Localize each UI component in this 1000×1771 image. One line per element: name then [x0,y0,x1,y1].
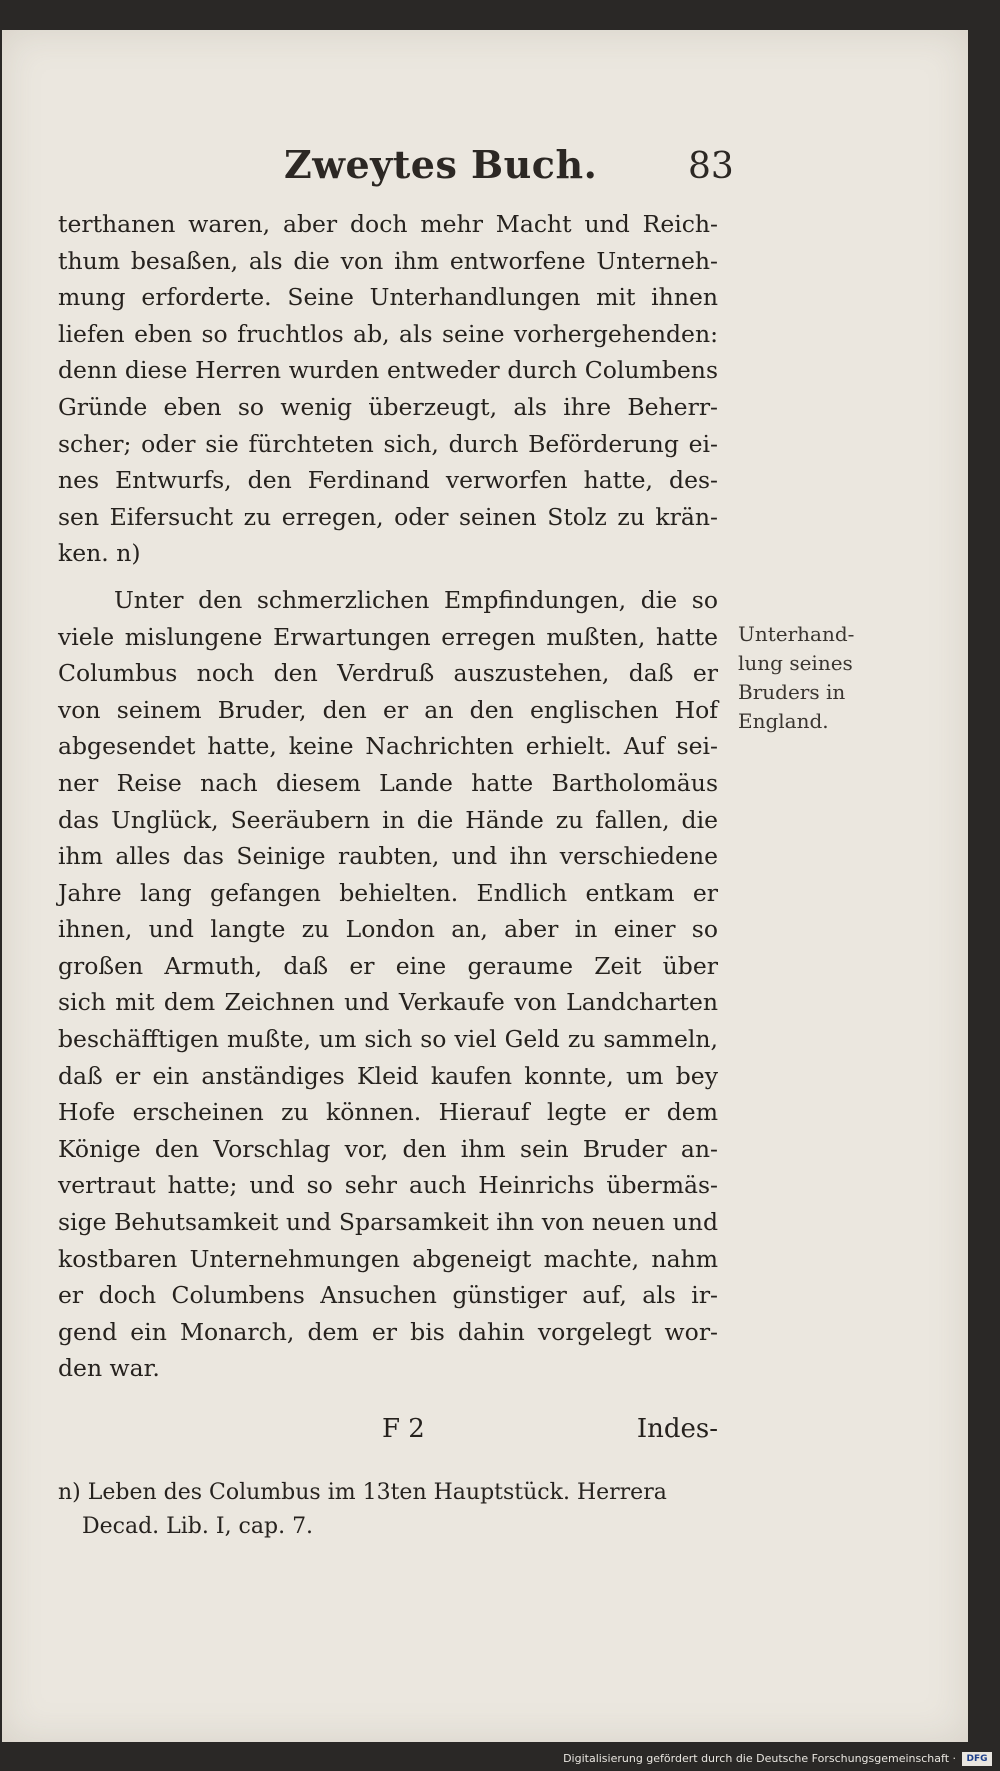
text-line: großen Armuth, daß er eine geraume Zeit über [58,951,718,980]
text-line: ner Reise nach diesem Lande hatte Bartholomäus [58,768,718,797]
text-line: sige Behutsamkeit und Sparsamkeit ihn von neuen und [58,1208,718,1237]
paragraph-1 [58,206,718,572]
text-line: abgesendet hatte, keine Nachrichten erhielt. Auf sei- [58,732,718,761]
footnote-line: Decad. Lib. I, cap. 7. [82,1514,314,1539]
footnote [58,1476,718,1544]
text-line: kostbaren Unternehmungen abgeneigt machte, nahm [58,1244,718,1273]
paragraph-gap [58,572,718,582]
catchword: Indes- [636,1414,718,1444]
text-line: vertraut hatte; und so sehr auch Heinrichs übermäs- [58,1171,718,1200]
marginal-note [738,620,888,736]
text-line: das Unglück, Seeräubern in die Hände zu fallen, die [58,805,718,834]
text-line: daß er ein anständiges Kleid kaufen konnte, um bey [58,1061,718,1090]
body-text [58,206,718,1387]
text-line: ihnen, und langte zu London an, aber in einer so [58,915,718,944]
text-line: scher; oder sie fürchteten sich, durch Beförderung ei- [58,429,718,458]
marginal-note-line: lung seines [738,651,853,675]
printer-signature: F 2 [382,1414,425,1444]
page-header [2,142,968,202]
text-line: sen Eifersucht zu erregen, oder seinen Stolz zu krän- [58,502,718,531]
text-line: Gründe eben so wenig überzeugt, als ihre Beherr- [58,392,718,421]
text-line: mung erforderte. Seine Unterhandlungen mit ihnen [58,283,718,312]
text-line: Hofe erscheinen zu können. Hierauf legte er dem [58,1098,718,1127]
text-line: gend ein Monarch, dem er bis dahin vorgelegt wor- [58,1317,718,1346]
page-number: 83 [688,146,734,187]
running-title: Zweytes Buch. [284,142,598,187]
text-line: Unter den schmerzlichen Empfindungen, die so [114,585,718,614]
digitization-credit: Digitalisierung gefördert durch die Deutsche Forschungsgemeinschaft · [563,1752,956,1765]
footnote-line: n) Leben des Columbus im 13ten Hauptstück. Herrera [58,1480,667,1505]
text-line: liefen eben so fruchtlos ab, als seine vorhergehenden: [58,319,718,348]
paragraph-2 [58,582,718,1387]
signature-row [58,1414,718,1454]
book-page [2,30,968,1742]
text-line: denn diese Herren wurden entweder durch Columbens [58,356,718,385]
marginal-note-line: Unterhand- [738,622,855,646]
text-line: Jahre lang gefangen behielten. Endlich entkam er [58,878,718,907]
text-line: er doch Columbens Ansuchen günstiger auf, als ir- [58,1281,718,1310]
dfg-logo: DFG [962,1752,992,1766]
text-line: beschäfftigen mußte, um sich so viel Geld zu sammeln, [58,1025,718,1054]
text-line: nes Entwurfs, den Ferdinand verworfen hatte, des- [58,466,718,495]
text-line: Könige den Vorschlag vor, den ihm sein Bruder an- [58,1134,718,1163]
text-line: sich mit dem Zeichnen und Verkaufe von Landcharten [58,988,718,1017]
text-line: thum besaßen, als die von ihm entworfene Unterneh- [58,246,718,275]
text-line: ken. n) [58,539,141,568]
text-line: terthanen waren, aber doch mehr Macht und Reich- [58,210,718,238]
text-line: den war. [58,1354,160,1383]
text-line: Columbus noch den Verdruß auszustehen, daß er [58,659,718,688]
text-line: von seinem Bruder, den er an den englischen Hof [58,695,718,724]
marginal-note-line: England. [738,709,829,733]
text-line: viele mislungene Erwartungen erregen mußten, hatte [58,622,718,651]
marginal-note-line: Bruders in [738,680,846,704]
text-line: ihm alles das Seinige raubten, und ihn verschiedene [58,842,718,871]
